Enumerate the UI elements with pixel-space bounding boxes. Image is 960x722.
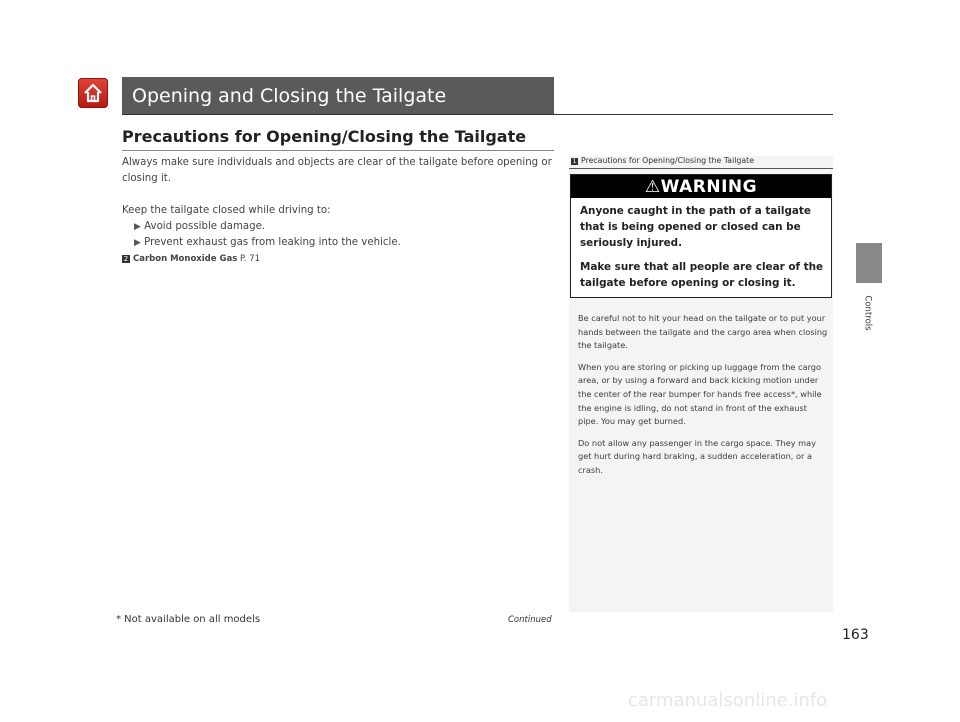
section-divider: [122, 150, 554, 151]
sidebar-panel: [569, 156, 833, 612]
note-marker-icon: 1: [572, 158, 577, 165]
keep-closed-paragraph: Keep the tailgate closed while driving to:: [122, 205, 331, 216]
sidebar-notes: [578, 312, 828, 486]
page-title: Opening and Closing the Tailgate: [132, 85, 447, 107]
warning-text-2: Make sure that all people are clear of the tailgate before opening or closing it.: [580, 261, 824, 289]
intro-paragraph: Always make sure individuals and objects are clear of the tailgate before opening or closing it.: [122, 157, 552, 184]
bullet-text: Avoid possible damage.: [144, 221, 266, 232]
watermark: carmanualsonline.info: [628, 690, 828, 711]
sidebar-heading: [569, 156, 833, 169]
xref-page: P. 71: [239, 254, 261, 264]
home-icon: [82, 82, 104, 104]
note-paragraph-1: Be careful not to hit your head on the tailgate or to put your hands between the tailgate and the cargo area when closing the tailgate.: [578, 313, 828, 351]
warning-header: [571, 175, 831, 198]
continued-label: Continued: [508, 615, 552, 625]
chapter-tab-label: [854, 290, 884, 340]
warning-box: [570, 174, 832, 298]
section-title: Precautions for Opening/Closing the Tailgate: [122, 127, 527, 146]
home-button[interactable]: [78, 78, 108, 108]
chapter-title-bar: [122, 77, 554, 114]
reference-icon: 2: [123, 255, 129, 263]
footnote: * Not available on all models: [116, 614, 261, 625]
warning-label: WARNING: [660, 177, 758, 197]
list-item: [122, 219, 556, 235]
title-divider: [122, 114, 833, 115]
sidebar-heading-text: Precautions for Opening/Closing the Tailgate: [581, 156, 755, 165]
note-paragraph-3: Do not allow any passenger in the cargo space. They may get hurt during hard braking, a sudden acceleration, or a crash.: [578, 437, 817, 475]
note-paragraph-2: When you are storing or picking up luggage from the cargo area, or by using a forward and back kicking motion under the center of the rear bumper for hands free access*, while the engine is idling, do not stand in front of the exhaust pipe. You may get burned.: [578, 361, 822, 427]
xref-label: Carbon Monoxide Gas: [133, 254, 238, 264]
cross-reference-link[interactable]: [122, 251, 556, 267]
chapter-tab[interactable]: [856, 243, 882, 283]
arrow-bullet-icon: ▶: [134, 238, 141, 248]
list-item: [122, 235, 556, 251]
warning-triangle-icon: ⚠: [644, 177, 661, 197]
warning-text: [580, 203, 824, 299]
page-number: 163: [842, 627, 869, 643]
bullet-text: Prevent exhaust gas from leaking into the vehicle.: [144, 237, 401, 248]
main-body: [122, 155, 556, 267]
arrow-bullet-icon: ▶: [134, 222, 141, 232]
warning-text-1: Anyone caught in the path of a tailgate that is being opened or closed can be seriously injured.: [580, 205, 811, 249]
tab-label-text: Controls: [862, 295, 873, 331]
